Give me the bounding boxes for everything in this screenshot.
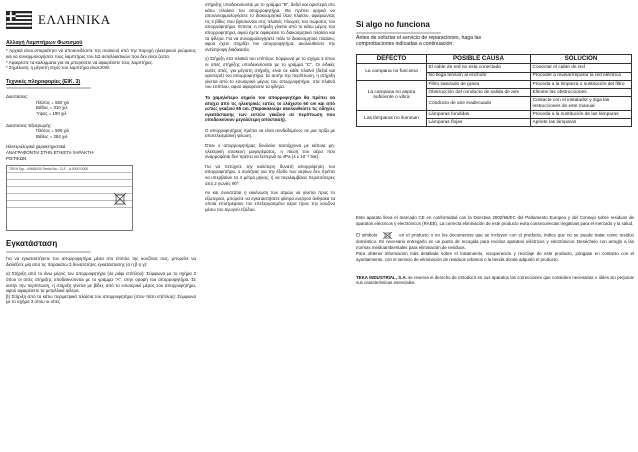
lamp-note-1: * Αρχικά είναι απαραίτητο να αποσυνδέσετε την συσκευή από την παροχή ηλεκτρικού ρεύματος και να συναρμολογήσετε τους λαμπτήρες του 1Ω ανταλλακτικών που δεν είναι ζεστα.	[6, 48, 196, 59]
distance-warning: Το χαμηλότερο σημείο του απορροφητήρα θα πρέπει να απέχει από τις ηλεκτρικές εστίες το ελάχιστο 60 cm και από εστίες γκαζιού 65 cm. (Παρακαλούμε ακολουθείστε τις οδηγίες εγκατάστασης των εστιών γκαζιού σε περίπτωση που υποδεικνύουν μεγαλύτερη απόσταση).	[205, 94, 335, 123]
ext-label: Διαστάσεις Εξαερωμής:	[6, 122, 52, 128]
elec-line-2: ΑΝΑΓΡΑΦΟΝΤΑΙ ΣΤΗΝ ΕΤΙΚΕΤΑ ΧΑΡΑΚΤΗ-	[6, 149, 95, 155]
greek-column-left	[6, 0, 196, 305]
dims-label: Διαστάσεις:	[6, 94, 29, 100]
tech-heading: Τεχνικές πληροφορίες (ΕΙΚ. 3)	[6, 78, 81, 85]
language-header	[6, 8, 196, 32]
weee-bin-icon	[379, 232, 397, 239]
carbon-filter-note: Αν και συνιστάται η εκκένωση των ατμών να γίνεται προς το εξωτερικό, μπορείτε να εγκαταστήσετε φίλτρα ενεργού άνθρακα τα οποία επιστρέφουν τον επεξεργασμένο αέρα προς την κουζίνα μέσω του αγωγού εξόδου.	[205, 190, 335, 212]
install-option-a: α) Στήριξη από το άνω μέρος του απορροφητήρα (σε ράφι επίπλου): Σύμφωνα με το σχήμα 3 όπου οι οπές στήριξης υποδεικνύονται με το γράμμα "A", στην οροφή του απορροφητήρα. Σε αυτήν την περίπτωση, η στήριξη γίνεται με βίδες από το εσωτερικό μέρος του απορροφητήρα, αφού αφαιρέσετε τα μεταλλικά φίλτρα.	[6, 271, 196, 294]
elec-line-3: ΡΙΣΤΙΚΩΝ	[6, 155, 27, 161]
ext-depth: Βάθος = 292 χιλ	[36, 133, 68, 139]
grounding-note: Ο απορροφητήρας πρέπει να είναι συνδεδεμένος σε μια πρίζα με αποτελεσματική γείωση.	[205, 127, 335, 139]
divider: =======================================	[356, 30, 441, 35]
install-option-c: γ) Στήριξη στα πλαϊνά του επίπλου: Σύμφωνα με το σχήμα 3 όπου οι οπές στήριξης υποδεικνύονται με το γράμμα "C". Οι ειδικές αυτές οπές, για μέγιστη στήριξη, είναι σε κάθε πλαϊνό (δεξιά και αριστερά) του απορροφητήρα. Σε αυτήν την περίπτωση, η στήριξη γίνεται από το εσωτερικό μέρος του απορροφητήρα, στα πλαϊνά του επίπλου, αφού αφαιρέσετε τα φίλτρα.	[205, 56, 335, 90]
spanish-column	[356, 20, 634, 127]
greek-column-middle	[205, 2, 335, 213]
weee-bin-icon	[114, 192, 126, 206]
cause-cell: Lámparas flojas	[427, 119, 531, 127]
cause-cell: El cable de red no esta conectado	[427, 64, 531, 72]
divider: =======================================	[6, 249, 91, 255]
spanish-weee-section	[356, 215, 634, 286]
table-row	[357, 110, 632, 118]
lamp-note-3: * Σημείωση: η μέγιστη ισχύς του λαμπτήρα είναι 20W.	[6, 65, 110, 71]
cause-cell: Obstrucción del conducto de salida de aire	[427, 88, 531, 96]
cause-cell: No llega tensión al enchufe	[427, 72, 531, 80]
solution-cell: Elimine las obstrucciones	[531, 88, 632, 96]
table-row	[357, 64, 632, 72]
lamp-note-2: * Αφαιρέστε τα καλύμματα για να μπορέσετε να αφαιρέσετε τους λαμπτήρες.	[6, 59, 154, 65]
solution-cell: Apriete las lámparas	[531, 119, 632, 127]
install-option-b: β) Στήριξη από τα κάτω περιμετρικά πλαίσια του απορροφητήρα (στον πάτο επίπλου): Σύμφωνα με το σχήμα 3 όπου οι οπές	[6, 293, 196, 305]
pressure-note: Όταν ο απορροφητήρας δουλεύει ταυτόχρονα με κάποια μη-ηλεκτρική συσκευή μαγειρέματος, η πίεση του αέρα που αναρροφάται δεν πρέπει να ξεπερνά τα 4Pa (4 x 10⁻⁵ bar).	[205, 143, 335, 160]
install-intro: Για να εγκαταστήσετε τον απορροφητήρα μέσα στο έπιπλο της κουζίνας σας, μπορείτε να διαλέξετε μία από τις παρακάτω 3 δυνατότητες εγκατάστασης (α η β η γ):	[6, 256, 196, 267]
weee-symbol-label: El símbolo	[356, 232, 378, 238]
header-solution: SOLUCIÓN	[531, 54, 632, 64]
weee-paragraph-3: Para obtener información más detallada sobre el tratamiento, recuperación y reciclaje de este producto, póngase en contacto con el ayuntamiento, con el servicio de eliminación de residuos urbanos o la tienda donde adquirió el producto.	[356, 251, 634, 262]
language-title: ΕΛΛΗΝΙΚΑ	[38, 12, 111, 27]
cause-cell: Filtro saturado de grasa	[427, 80, 531, 88]
cause-cell: Conducto de aire inadecuado	[427, 97, 531, 111]
rating-plate-image	[6, 165, 133, 231]
dims-depth: Βάθος = 310 χιλ	[36, 105, 68, 111]
table-row	[357, 80, 632, 88]
rating-plate-label: TEKA Typ.: 40465430 Serial No.: CLF - A 0000-0000	[9, 167, 89, 172]
install-heading: Εγκατάσταση	[6, 239, 58, 249]
weee-paragraph-2: en el producto o en los documentos que se incluyen con el producto, indica que no se puede tratar como residuo doméstico. Es necesario entregarlo en un punto de recogida para reciclar aparatos eléctricos y electrónicos. Deséchelo con arreglo a las normas medioambientales para eliminación de residuos.	[356, 232, 634, 250]
duct-note: Για να πετύχετε την καλύτερη δυνατή απορρόφηση του απορροφητήρα, ο σωλήνας για την έξοδο των αερίων δεν πρέπει να υπερβαίνει τα 4 μέτρα μήκος, ή να περιλαμβάνει περισσότερες από 2 γωνίες 90º.	[205, 163, 335, 186]
troubleshoot-table	[356, 54, 632, 128]
solution-cell: Contacte con el instalador y siga las instrucciones de este manual	[531, 97, 632, 111]
cause-cell: Lámparas fundidas	[427, 110, 531, 118]
troubleshoot-heading: Si algo no funciona	[356, 20, 430, 29]
solution-cell: Proceder a revisar/reparar la red eléctrica	[531, 72, 632, 80]
defect-cell: La campana no funciona	[357, 64, 427, 80]
ext-width: Πλάτος = 505 χιλ	[36, 128, 70, 134]
elec-line-1: Ηλεκτρολογικά χαρακτηριστικά	[6, 144, 66, 150]
weee-paragraph-1: Este aparato lleva el marcado CE en conformidad con la Directiva 2002/96/EC del Parlamento Europeo y del Consejo sobre residuos de aparatos eléctricos y electrónicos (RAEE). La correcta eliminación de este producto evita consecuencias negativas para el mercado y la salud.	[356, 215, 634, 226]
divider: =======================================	[6, 85, 91, 91]
install-option-b-cont: στήριξης υποδεικνύονται με το γράμμα "B", δεξιά και αριστερά στο κάτω πλαίσιο του απορροφητήρα. Θα πρέπει αρχικά να αποσυναρμολογήσετε το διακοσμητικό ίλασ πλαίσιο, αφαιρώντας τις 4 βίδες που βρίσκονται στις πλαϊνές πλευρές του σώματος του απορροφητήρα. Έπειτα, η στήριξη γίνεται από το κάτω μέρος του απορροφητήρα, αφού έχετε αφαιρέσει το διακοσμητικό πλαίσιο και τα φίλτρα. Για να συναρμολογήσετε πάλι το διακοσμητικό πλαίσιο, αφού έχετε στηρίξει τον απορροφητήρα, ακολουθείστε την αντίστροφη διαδικασία.	[205, 2, 335, 52]
defect-cell: La campana no aspira suficiente o vibra	[357, 80, 427, 110]
solution-cell: Conectar el cable de red	[531, 64, 632, 72]
dims-height: Ύψος = 190 χιλ	[36, 110, 67, 116]
lamp-heading: Αλλαγή Λαμπτήρων Φωτισμού	[6, 40, 83, 46]
greek-flag-icon	[6, 11, 32, 29]
solution-cell: Proceda a la limpieza o sustitución del filtro	[531, 80, 632, 88]
troubleshoot-intro: Antes de solicitar el servicio de reparaciones, haga las comprobaciones indicadas a continuación:	[356, 35, 482, 48]
company-disclaimer: se reserva el derecho de introducir en sus aparatos las correcciones que considere necesarias o útiles sin perjuicar sus características esenciales.	[356, 274, 634, 286]
defect-cell: Las lámparas no iluminan	[357, 110, 427, 126]
dims-width: Πλάτος = 550 χιλ	[36, 99, 70, 105]
header-cause: POSIBLE CAUSA	[427, 54, 531, 64]
header-defect: DEFECTO	[357, 54, 427, 64]
company-name: TEKA INDUSTRIAL, S.A.	[356, 274, 407, 280]
solution-cell: Proceda a la sustitución de las lámparas	[531, 110, 632, 118]
